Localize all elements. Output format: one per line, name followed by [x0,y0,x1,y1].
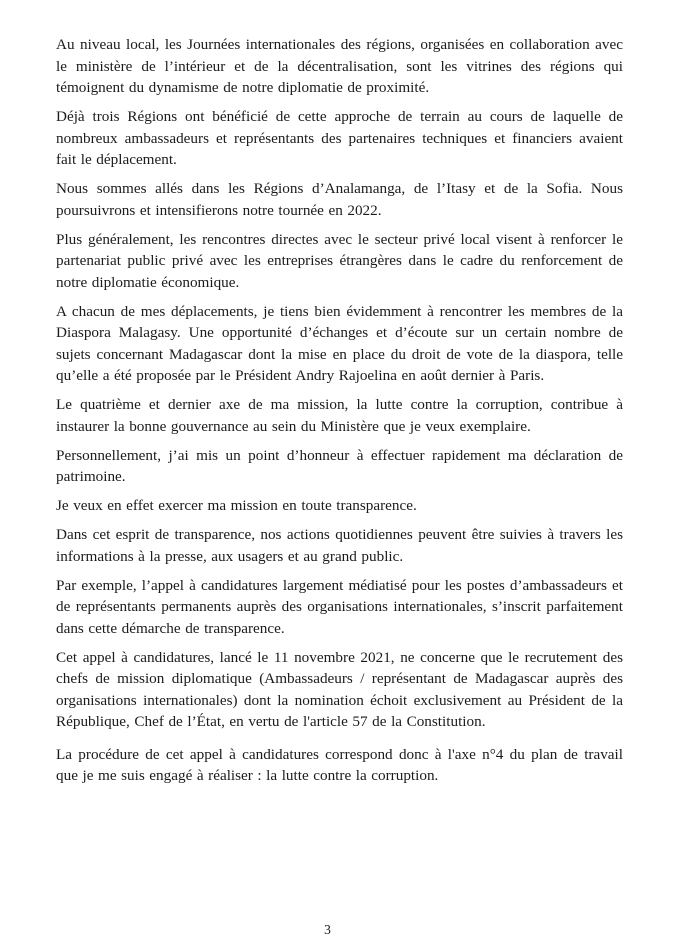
paragraph: Déjà trois Régions ont bénéficié de cette approche de terrain au cours de laquelle de nombreux ambassadeurs et représentants des partenaires techniques et financiers avaient fait le déplacement. [56,108,623,168]
paragraph: Au niveau local, les Journées internationales des régions, organisées en collaboration avec le ministère de l’intérieur et de la décentralisation, sont les vitrines des régions qui témoignent du dynamisme de notre diplomatie de proximité. [56,36,623,96]
paragraph: Nous sommes allés dans les Régions d’Analamanga, de l’Itasy et de la Sofia. Nous poursuivrons et intensifierons notre tournée en 2022. [56,180,623,219]
document-body [56,34,623,794]
paragraph: Par exemple, l’appel à candidatures largement médiatisé pour les postes d’ambassadeurs et de représentants permanents auprès des organisations internationales, s’inscrit parfaitement dans cette démarche de transparence. [56,576,623,637]
paragraph: Plus généralement, les rencontres directes avec le secteur privé local visent à renforcer le partenariat public privé avec les entreprises étrangères dans le cadre du renforcement de notre diplomatie économique. [56,230,623,291]
paragraph: A chacun de mes déplacements, je tiens bien évidemment à rencontrer les membres de la Diaspora Malagasy. Une opportunité d’échanges et d’écoute sur un certain nombre de sujets concernant Madagascar dont la mise en place du droit de vote de la diaspora, telle qu’elle a été proposée par le Président Andry Rajoelina en août dernier à Paris. [56,302,623,384]
paragraph: La procédure de cet appel à candidatures correspond donc à l'axe n°4 du plan de travail que je me suis engagé à réaliser : la lutte contre la corruption. [56,745,623,784]
page-number: 3 [324,922,331,937]
paragraph: Le quatrième et dernier axe de ma mission, la lutte contre la corruption, contribue à instaurer la bonne gouvernance au sein du Ministère que je veux exemplaire. [56,396,623,435]
paragraph: Cet appel à candidatures, lancé le 11 novembre 2021, ne concerne que le recrutement des chefs de mission diplomatique (Ambassadeurs / représentant de Madagascar auprès des organisations internationales) dont la nomination échoit exclusivement au Président de la République, Chef de l’État, en vertu de l'article 57 de la Constitution. [56,648,623,730]
paragraph: Dans cet esprit de transparence, nos actions quotidiennes peuvent être suivies à travers les informations à la presse, aux usagers et au grand public. [56,526,623,565]
paragraph: Personnellement, j’ai mis un point d’honneur à effectuer rapidement ma déclaration de patrimoine. [56,446,623,485]
paragraph: Je veux en effet exercer ma mission en toute transparence. [56,497,417,514]
